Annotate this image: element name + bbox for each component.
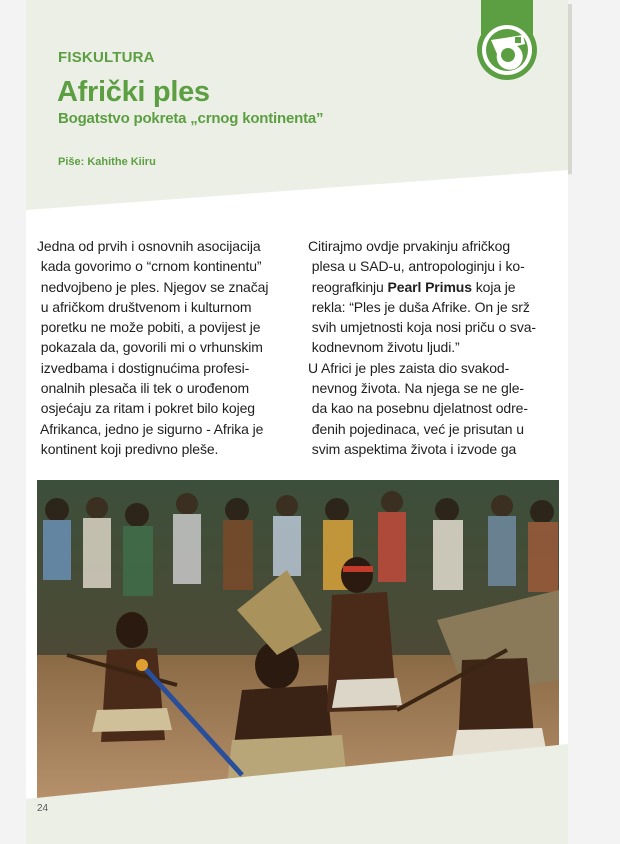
text-line: svih umjetnosti koja nosi priču o sva- bbox=[308, 319, 536, 336]
dancers-illustration bbox=[37, 480, 559, 798]
text-line: nedvojbeno je ples. Njegov se značaj bbox=[37, 278, 269, 295]
text-line: koja je bbox=[471, 278, 516, 295]
whistle-icon bbox=[477, 0, 537, 83]
text-line: onalnih plesača ili tek o urođenom bbox=[37, 380, 250, 397]
text-line: kodnevnom životu ljudi.” bbox=[308, 339, 460, 356]
text-line: nevnog života. Na njega se ne gle- bbox=[308, 380, 524, 397]
section-badge bbox=[477, 0, 537, 83]
text-line: svim aspektima života i izvode ga bbox=[308, 440, 517, 457]
text-line: osjećaju za ritam i pokret bilo kojeg bbox=[37, 400, 255, 417]
text-line: Afrikanca, jedno je sigurno - Afrika je bbox=[37, 420, 264, 437]
article-author: Piše: Kahithe Kiiru bbox=[58, 156, 156, 168]
article-subtitle: Bogatstvo pokreta „crnog kontinenta” bbox=[58, 110, 324, 127]
text-line: u afričkom društvenom i kulturnom bbox=[37, 298, 252, 315]
article-column-right bbox=[308, 236, 564, 459]
text-line: Citirajmo ovdje prvakinju afričkog bbox=[308, 238, 511, 254]
text-line: kontinent koji predivno pleše. bbox=[37, 440, 219, 457]
text-line: izvedbama i dostignućima profesi- bbox=[37, 359, 250, 376]
dancers-photo bbox=[37, 480, 559, 798]
text-line: U Africi je ples zaista dio svakod- bbox=[308, 359, 510, 376]
text-line: poretku ne može pobiti, a povijest je bbox=[37, 319, 261, 336]
text-line: pokazala da, govorili mi o vrhunskim bbox=[37, 339, 263, 356]
text-line: da kao na posebnu djelatnost odre- bbox=[308, 400, 528, 417]
text-line: Jedna od prvih i osnovnih asocijacija bbox=[37, 238, 261, 254]
article-title: Afrički ples bbox=[57, 76, 210, 108]
page-number: 24 bbox=[37, 803, 49, 814]
text-line: plesa u SAD-u, antropologinju i ko- bbox=[308, 258, 525, 275]
text-line: reografkinju bbox=[308, 278, 388, 295]
article-column-left bbox=[37, 236, 295, 459]
text-line: rekla: “Ples je duša Afrike. On je srž bbox=[308, 298, 530, 315]
section-label: FISKULTURA bbox=[58, 49, 155, 66]
quoted-name: Pearl Primus bbox=[387, 278, 472, 295]
text-line: kada govorimo o “crnom kontinentu” bbox=[37, 258, 262, 275]
text-line: đenih pojedinaca, već je prisutan u bbox=[308, 420, 524, 437]
